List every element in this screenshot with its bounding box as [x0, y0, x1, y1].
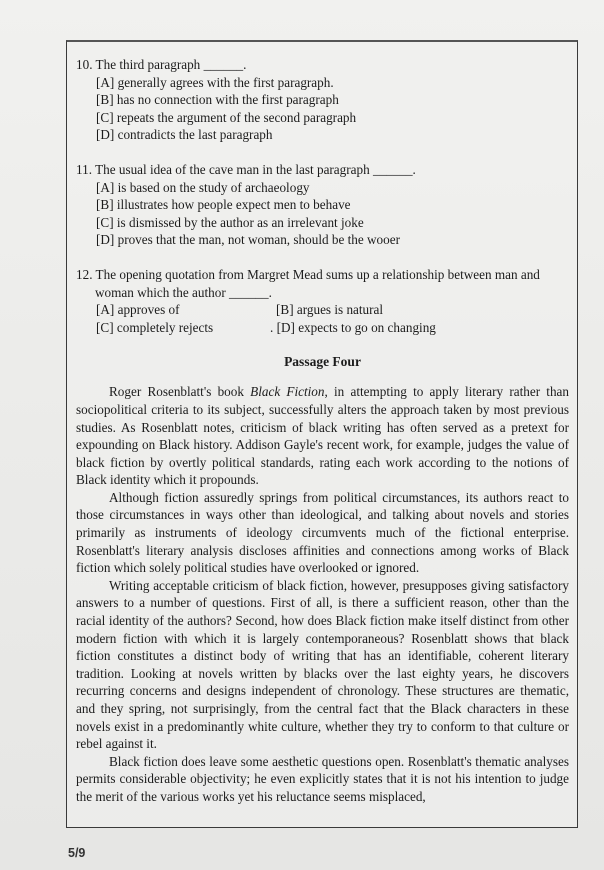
passage-title: Passage Four	[284, 354, 361, 370]
question-stem: The usual idea of the cave man in the last paragraph ______.	[95, 161, 416, 177]
option-a: [A] approves of	[96, 302, 180, 318]
option-c: [C] repeats the argument of the second paragraph	[96, 109, 357, 125]
question-stem-line2: woman which the author ______.	[95, 284, 272, 300]
option-a: [A] generally agrees with the first paragraph.	[96, 74, 334, 90]
option-d: [D] proves that the man, not woman, should be the wooer	[96, 232, 400, 248]
option-d: [D] contradicts the last paragraph	[96, 127, 273, 143]
page-number: 5/9	[68, 846, 86, 860]
question-11	[76, 161, 569, 249]
question-number: 10.	[76, 57, 93, 72]
options-grid	[76, 301, 569, 336]
passage-paragraph-2: Although fiction assuredly springs from political circumstances, its authors react to those circumstances in ways other than ideological, and talking about novels and stories primarily as instruments of ideology circumvents much of the fictional enterprise. Rosenblatt's literary analysis discloses affinities and connections among works of Black fiction which solely political studies have overlooked or ignored.	[76, 489, 569, 576]
option-c: [C] is dismissed by the author as an irrelevant joke	[96, 214, 364, 230]
option-b: [B] illustrates how people expect men to behave	[96, 197, 351, 213]
passage-paragraph-3: Writing acceptable criticism of black fiction, however, presupposes giving satisfactory answers to a number of questions. First of all, is there a sufficient reason, other than the racial identity of the authors? Second, how does Black fiction make itself distinct from other modern fiction with which it is largely contemporaneous? Rosenblatt shows that black fiction constitutes a distinct body of writing that has an identifiable, coherent literary tradition. Looking at novels written by blacks over the last eighty years, he discovers recurring concerns and designs independent of chronology. These structures are thematic, and they spring, not surprisingly, from the central fact that the Black characters in these novels exist in a predominantly white culture, whether they try to conform to that culture or rebel against it.	[76, 577, 569, 752]
passage-paragraph-1: Roger Rosenblatt's book Black Fiction, in attempting to apply literary rather than sociopolitical criteria to its subject, successfully alters the approach taken by most previous studies. As Rosenblatt notes, criticism of black writing has often served as a pretext for expounding on Black history. Addison Gayle's recent work, for example, judges the value of black fiction by overtly political standards, rating each work according to the notions of Black identity which it propounds.	[76, 384, 569, 488]
question-stem: The third paragraph ______.	[95, 57, 247, 72]
option-a: [A] is based on the study of archaeology	[96, 179, 310, 195]
option-c: [C] completely rejects	[96, 319, 214, 335]
option-d: . [D] expects to go on changing	[270, 319, 436, 335]
option-b: [B] has no connection with the first paragraph	[96, 92, 339, 108]
question-12	[76, 266, 569, 336]
exam-content-box	[66, 40, 578, 828]
question-number: 11.	[76, 161, 92, 177]
option-b: [B] argues is natural	[276, 302, 384, 318]
question-stem-line1: The opening quotation from Margret Mead sums up a relationship between man and	[95, 266, 540, 282]
question-number: 12.	[76, 266, 93, 282]
passage-paragraph-4: Black fiction does leave some aesthetic questions open. Rosenblatt's thematic analyses permits considerable objectivity; he even explicitly states that it is not his intention to judge the merit of the various works yet his reluctance seems misplaced,	[76, 753, 569, 804]
question-10	[76, 56, 569, 144]
book-title: Black Fiction	[250, 384, 325, 400]
